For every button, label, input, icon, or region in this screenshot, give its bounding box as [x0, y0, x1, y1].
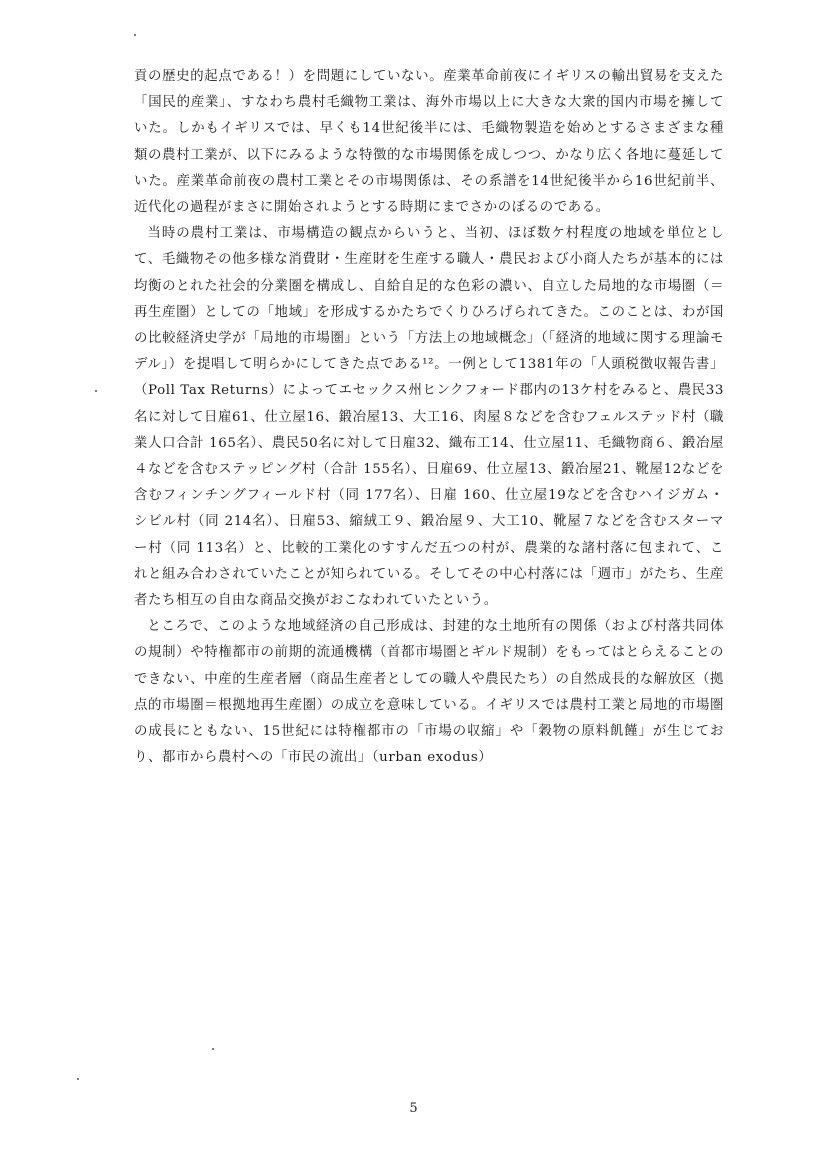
scan-speck	[77, 1078, 79, 1080]
paragraph-1: 貢の歴史的起点である！）を問題にしていない。産業革命前夜にイギリスの輸出貿易を支えた「国民的産業」、すなわち農村毛織物工業は、海外市場以上に大きな大衆的国内市場を擁していた。しかもイギリスでは、早くも14世紀後半には、毛織物製造を始めとするさまざまな種類の農村工業が、以下にみるような特徴的な市場関係を成しつつ、かなり広く各地に蔓延していた。産業革命前夜の農村工業とその市場関係は、その系譜を14世紀後半から16世紀前半、近代化の過程がまさに開始されようとする時期にまでさかのぼるのである。	[134, 69, 724, 216]
paragraph-2: 当時の農村工業は、市場構造の観点からいうと、当初、ほぼ数ケ村程度の地域を単位として、毛織物その他多様な消費財・生産財を生産する職人・農民および小商人たちが基本的には均衡のとれた社会的分業圏を構成し、自給自足的な色彩の濃い、自立した局地的な市場圏（＝再生産圏）としての「地域」を形成するかたちでくりひろげられてきた。このことは、わが国の比較経済史学が「局地的市場圏」という「方法上の地域概念」（「経済的地域に関する理論モデル」）を提唱して明らかにしてきた点である¹²。一例として1381年の「人頭税徴収報告書」（Poll Tax Returns）によってエセックス州ヒンクフォード郡内の13ケ村をみると、農民33名に対して日雇61、仕立屋16、鍛冶屋13、大工16、肉屋８などを含むフェルステッド村（職業人口合計 165名）、農民50名に対して日雇32、織布工14、仕立屋11、毛織物商６、鍛冶屋４などを含むステッピング村（合計 155名）、日雇69、仕立屋13、鍛冶屋21、靴屋12などを含むフィンチングフィールド村（同 177名）、日雇 160、仕立屋19などを含むハイジガム・シビル村（同 214名）、日雇53、縮絨工９、鍛冶屋９、大工10、靴屋７などを含むスターマー村（同 113名）と、比較的工業化のすすんだ五つの村が、農業的な諸村落に包まれて、これと組み合わされていたことが知られている。そしてその中心村落には「週市」がたち、生産者たち相互の自由な商品交換がおこなわれていたという。	[134, 226, 724, 609]
scan-speck	[95, 390, 97, 392]
scan-speck	[134, 34, 136, 36]
body-text	[134, 64, 724, 771]
scan-speck	[212, 1048, 214, 1050]
page-number: 5	[409, 1101, 418, 1116]
paragraph-3: ところで、このような地域経済の自己形成は、封建的な土地所有の関係（および村落共同体の規制）や特権都市の前期的流通機構（首都市場圏とギルド規制）をもってはとらえることのできない、中産的生産者層（商品生産者としての職人や農民たち）の自然成長的な解放区（拠点的市場圏＝根拠地再生産圏）の成立を意味している。イギリスでは農村工業と局地的市場圏の成長にともない、15世紀には特権都市の「市場の収縮」や「穀物の原料飢饉」が生じており、都市から農村への「市民の流出」（urban exodus）	[134, 619, 724, 766]
